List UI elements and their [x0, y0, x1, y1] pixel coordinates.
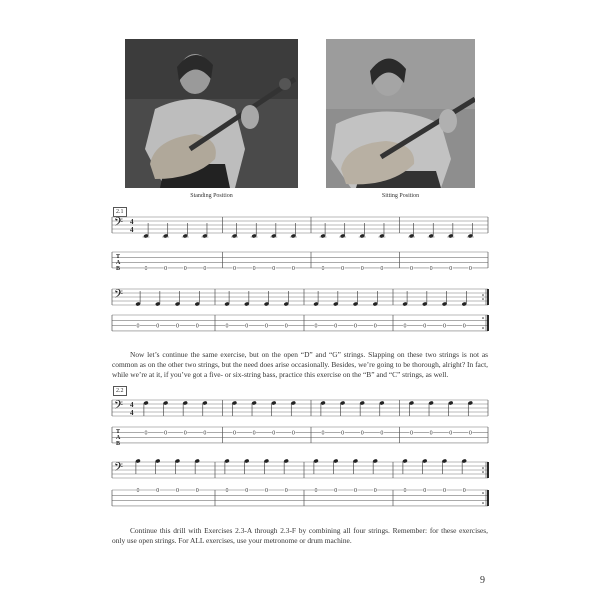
svg-text:0: 0 — [195, 488, 199, 494]
svg-text:0: 0 — [373, 323, 377, 330]
svg-text:0: 0 — [272, 430, 276, 437]
exercise-label-2-1: 2.1 — [113, 207, 127, 217]
svg-text:0: 0 — [468, 265, 472, 272]
svg-text:0: 0 — [314, 323, 318, 330]
paragraph-continue-drill — [112, 526, 488, 546]
svg-text:0: 0 — [410, 265, 413, 272]
svg-text:0: 0 — [410, 430, 413, 437]
bass-clef-icon: 𝄢 — [114, 461, 124, 477]
bass-clef-icon: 𝄢 — [114, 288, 124, 304]
bass-clef-icon: 𝄢 — [114, 399, 124, 415]
svg-text:0: 0 — [183, 265, 187, 272]
sitting-position-caption: Sitting Position — [381, 193, 420, 199]
svg-text:0: 0 — [341, 430, 345, 437]
svg-text:0: 0 — [252, 265, 256, 272]
svg-text:0: 0 — [380, 265, 384, 272]
svg-text:0: 0 — [265, 488, 268, 494]
bass-clef-icon: 𝄢 — [114, 216, 124, 232]
svg-text:0: 0 — [272, 265, 276, 272]
svg-text:0: 0 — [225, 323, 229, 330]
svg-text:0: 0 — [136, 488, 140, 494]
svg-text:0: 0 — [429, 430, 433, 437]
svg-text:B: B — [116, 266, 121, 272]
svg-text:0: 0 — [449, 265, 453, 272]
svg-text:0: 0 — [291, 265, 295, 272]
svg-text:0: 0 — [252, 430, 256, 437]
svg-text:0: 0 — [429, 265, 433, 272]
svg-text:0: 0 — [136, 323, 140, 330]
svg-text:4: 4 — [130, 218, 134, 226]
svg-text:0: 0 — [423, 323, 427, 330]
svg-text:0: 0 — [284, 488, 288, 494]
svg-text:0: 0 — [354, 323, 357, 330]
svg-text:4: 4 — [130, 226, 134, 234]
svg-text:0: 0 — [321, 430, 325, 437]
svg-text:0: 0 — [403, 323, 407, 330]
svg-text:0: 0 — [176, 488, 179, 494]
svg-text:B: B — [116, 441, 121, 447]
svg-text:0: 0 — [233, 265, 236, 272]
svg-text:0: 0 — [245, 488, 249, 494]
svg-text:0: 0 — [265, 323, 268, 330]
svg-text:0: 0 — [284, 323, 288, 330]
svg-text:0: 0 — [183, 430, 187, 437]
svg-text:0: 0 — [164, 430, 168, 437]
svg-text:0: 0 — [164, 265, 168, 272]
svg-text:0: 0 — [144, 430, 148, 437]
svg-text:0: 0 — [156, 323, 160, 330]
svg-text:0: 0 — [334, 488, 338, 494]
exercise-label-2-2: 2.2 — [113, 386, 127, 396]
standing-position-caption: Standing Position — [190, 193, 233, 199]
svg-text:A: A — [116, 260, 121, 266]
svg-text:0: 0 — [360, 265, 364, 272]
svg-text:0: 0 — [144, 265, 148, 272]
svg-text:0: 0 — [443, 488, 446, 494]
svg-text:0: 0 — [360, 430, 364, 437]
svg-text:0: 0 — [341, 265, 345, 272]
svg-text:0: 0 — [176, 323, 179, 330]
svg-text:0: 0 — [403, 488, 407, 494]
svg-text:0: 0 — [195, 323, 199, 330]
svg-text:0: 0 — [225, 488, 229, 494]
paragraph-text: Continue this drill with Exercises 2.3-A through 2.3-F by combining all four strings. Remember: for these exercises, only use open strings. For ALL exercises, use your metronome or drum machine. — [112, 526, 488, 545]
svg-text:0: 0 — [203, 430, 207, 437]
svg-text:0: 0 — [462, 323, 466, 330]
svg-text:0: 0 — [423, 488, 427, 494]
svg-text:0: 0 — [373, 488, 377, 494]
tab-label: T — [116, 254, 121, 260]
svg-text:0: 0 — [449, 430, 453, 437]
paragraph-text: Now let’s continue the same exercise, but on the open “D” and “G” strings. Slapping on these two strings is not as common as on the other two strings, but the need does arise occasionally. Besides, we’re going to be thorough, alright? In fact, while we’re at it, if you’ve got a five- or six-string bass, practice this exercise on the “B” and “C” strings, as well. — [112, 350, 488, 379]
svg-text:0: 0 — [334, 323, 338, 330]
svg-text:A: A — [116, 435, 121, 441]
svg-text:0: 0 — [462, 488, 466, 494]
svg-text:0: 0 — [321, 265, 325, 272]
svg-text:0: 0 — [233, 430, 236, 437]
page-number: 9 — [480, 575, 485, 586]
svg-text:0: 0 — [291, 430, 295, 437]
svg-text:0: 0 — [380, 430, 384, 437]
paragraph-open-d-g-strings — [112, 350, 488, 380]
svg-text:4: 4 — [130, 409, 134, 417]
svg-text:0: 0 — [443, 323, 446, 330]
svg-text:0: 0 — [468, 430, 472, 437]
svg-text:0: 0 — [245, 323, 249, 330]
svg-text:0: 0 — [354, 488, 357, 494]
svg-text:0: 0 — [203, 265, 207, 272]
svg-text:0: 0 — [156, 488, 160, 494]
svg-text:0: 0 — [314, 488, 318, 494]
tab-label: T — [116, 429, 121, 435]
svg-text:4: 4 — [130, 401, 134, 409]
